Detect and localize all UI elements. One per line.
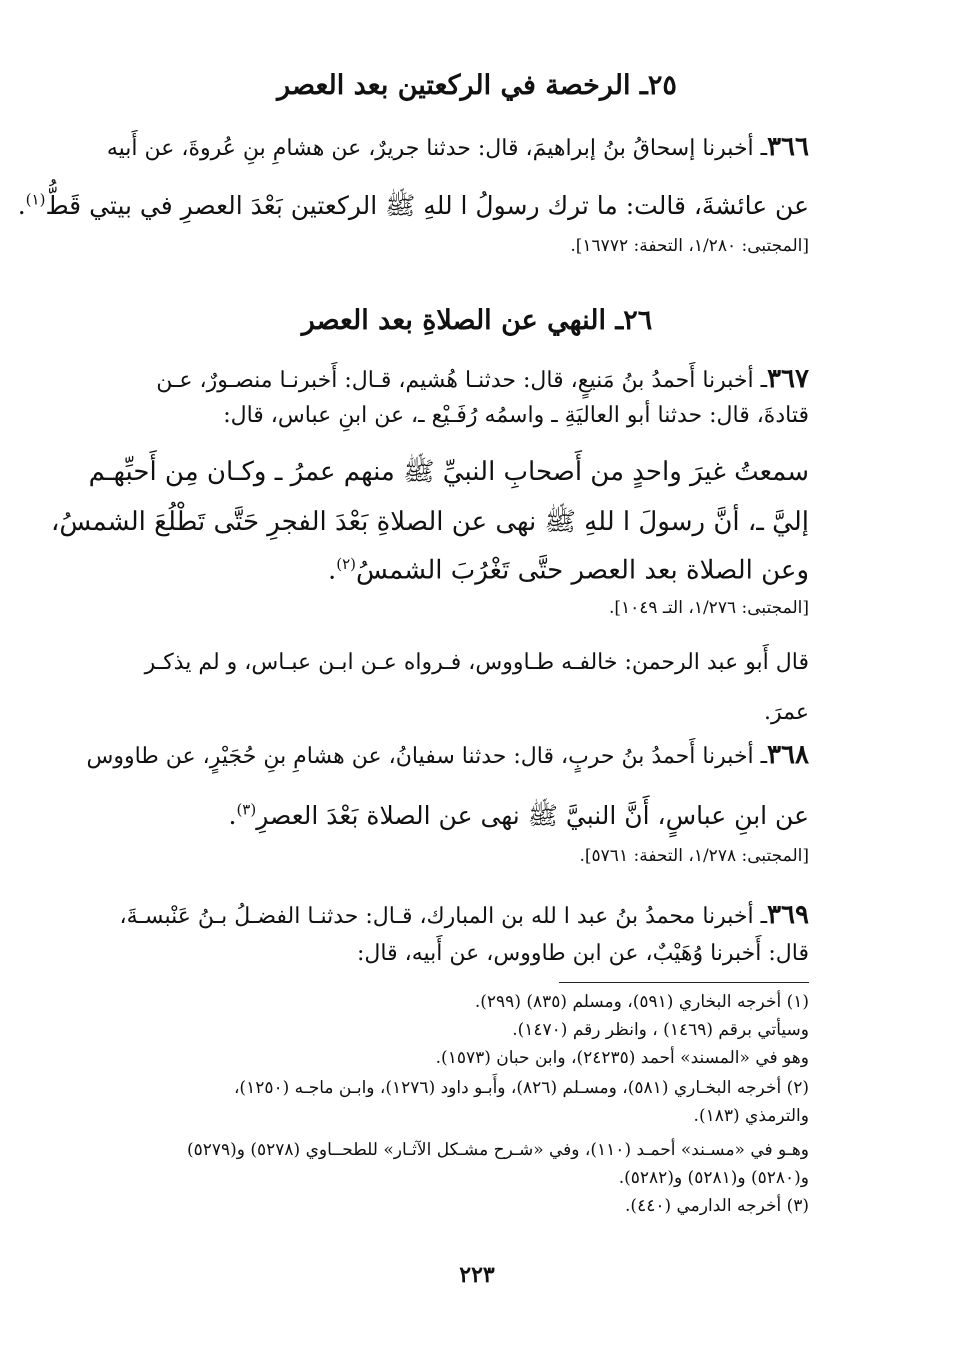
footnote-line: (١) أخرجه البخاري (٥٩١)، ومسلم (٨٣٥) (٢٩٩). [474,992,809,1012]
section-25-heading: ٢٥ـ الرخصة في الركعتين بعد العصر [277,70,677,101]
page-number: ٢٢٣ [459,1262,495,1288]
hadith-368-text-2: عن ابنِ عباسٍ، أَنَّ النبيَّ ﷺ نهى عن الصلاة بَعْدَ العصرِ [256,801,809,830]
hadith-367-reference: [المجتبى: ١/٢٧٦، التـ ١٠٤٩]. [608,598,809,618]
hadith-366-line-2 [17,190,809,227]
hadith-368-end: . [228,801,237,830]
author-note-line-2: عمرَ. [764,700,809,725]
hadith-367-end: . [327,555,337,586]
footnote-line: و(٥٢٨٠) و(٥٢٨١) و(٥٢٨٢). [618,1168,809,1188]
hadith-367-text-1: ـ أخبرنا أَحمدُ بنُ مَنيعٍ، قال: حدثنـا هُشيم، قـال: أَخبرنـا منصـورٌ، عـن [156,368,768,393]
footnote-divider [559,982,809,983]
footnote-mark-3: (٣) [236,800,257,819]
hadith-366-text-1: ـ أخبرنا إسحاقُ بنُ إبراهيمَ، قال: حدثنا جريرٌ، عن هشامِ بنِ عُروةَ، عن أَبيه [106,136,768,161]
hadith-367-number: ٣٦٧ [767,364,809,394]
section-26-heading: ٢٦ـ النهي عن الصلاةِ بعد العصر [301,305,653,336]
hadith-369-number: ٣٦٩ [767,900,809,930]
hadith-368-text-1: ـ أخبرنا أَحمدُ بنُ حربٍ، قال: حدثنا سفيانُ، عن هشامِ بنِ حُجَيْرٍ، عن طاووس [86,744,768,769]
hadith-367-text-5: وعن الصلاة بعد العصر حتَّى تَغْرُبَ الشمسُ [356,555,809,586]
hadith-367-line-5 [145,555,809,586]
hadith-367-line-2: قتادةَ، قال: حدثنا أبو العاليَةِ ـ واسمُه رُفَـيْع ـ، عن ابنِ عباس، قال: [223,403,809,428]
hadith-366-number: ٣٦٦ [767,132,809,162]
author-note-line-1: قال أَبو عبد الرحمن: خالفـه طـاووس، فـرواه عـن ابـن عبـاس، و لم يذكـر [144,650,809,675]
footnote-mark-1: (١) [25,190,46,209]
footnote-line: وهو في «المسند» أحمد (٢٤٢٣٥)، وابن حبان (١٥٧٣). [435,1048,809,1068]
hadith-368-line-2 [145,800,809,837]
footnote-line: (٢) أخرجه البخـاري (٥٨١)، ومسـلم (٨٢٦)، وأَبـو داود (١٢٧٦)، وابـن ماجـه (١٢٥٠)، [233,1078,809,1098]
hadith-369-text-1: ـ أخبرنا محمدُ بنُ عبد ا لله بن المبارك، قـال: حدثنـا الفضـلُ بـنُ عَنْبسـةَ، [119,904,768,929]
hadith-366-reference: [المجتبى: ١/٢٨٠، التحفة: ١٦٧٧٢]. [570,236,809,256]
hadith-368-reference: [المجتبى: ١/٢٧٨، التحفة: ٥٧٦١]. [579,846,809,866]
hadith-367-line-4: إليَّ ـ، أنَّ رسولَ ا للهِ ﷺ نهى عن الصلاةِ بَعْدَ الفجرِ حَتَّى تَطْلُعَ الشمسُ، [51,507,809,537]
footnote-line: (٣) أخرجه الدارمي (٤٤٠). [625,1196,809,1216]
hadith-369-line-2: قال: أَخبرنا وُهَيْبٌ، عن ابن طاووس، عن أَبيه، قال: [357,941,809,966]
hadith-369-line-1 [119,900,809,930]
hadith-366-end: . [17,191,26,220]
hadith-367-line-3: سمعتُ غيرَ واحدٍ من أَصحابِ النبيِّ ﷺ منهم عمرُ ـ وكـان مِن أَحبِّهـم [88,457,809,487]
footnote-line: والترمذي (١٨٣). [693,1106,809,1126]
hadith-368-number: ٣٦٨ [767,740,809,770]
hadith-366-line-1 [106,132,809,162]
hadith-366-text-2: عن عائشةَ، قالت: ما ترك رسولُ ا للهِ ﷺ الركعتين بَعْدَ العصرِ في بيتي قَطُّ [45,191,809,220]
footnote-line: وسيأتي برقم (١٤٦٩) ، وانظر رقم (١٤٧٠). [512,1020,809,1040]
hadith-368-line-1 [86,740,809,770]
footnote-mark-2: (٢) [336,555,356,573]
footnote-line: وهـو في «مسـند» أحمـد (١١٠)، وفي «شـرح مشـكل الآثـار» للطحــاوي (٥٢٧٨) و(٥٢٧٩) [186,1140,809,1160]
hadith-367-line-1 [145,364,809,394]
